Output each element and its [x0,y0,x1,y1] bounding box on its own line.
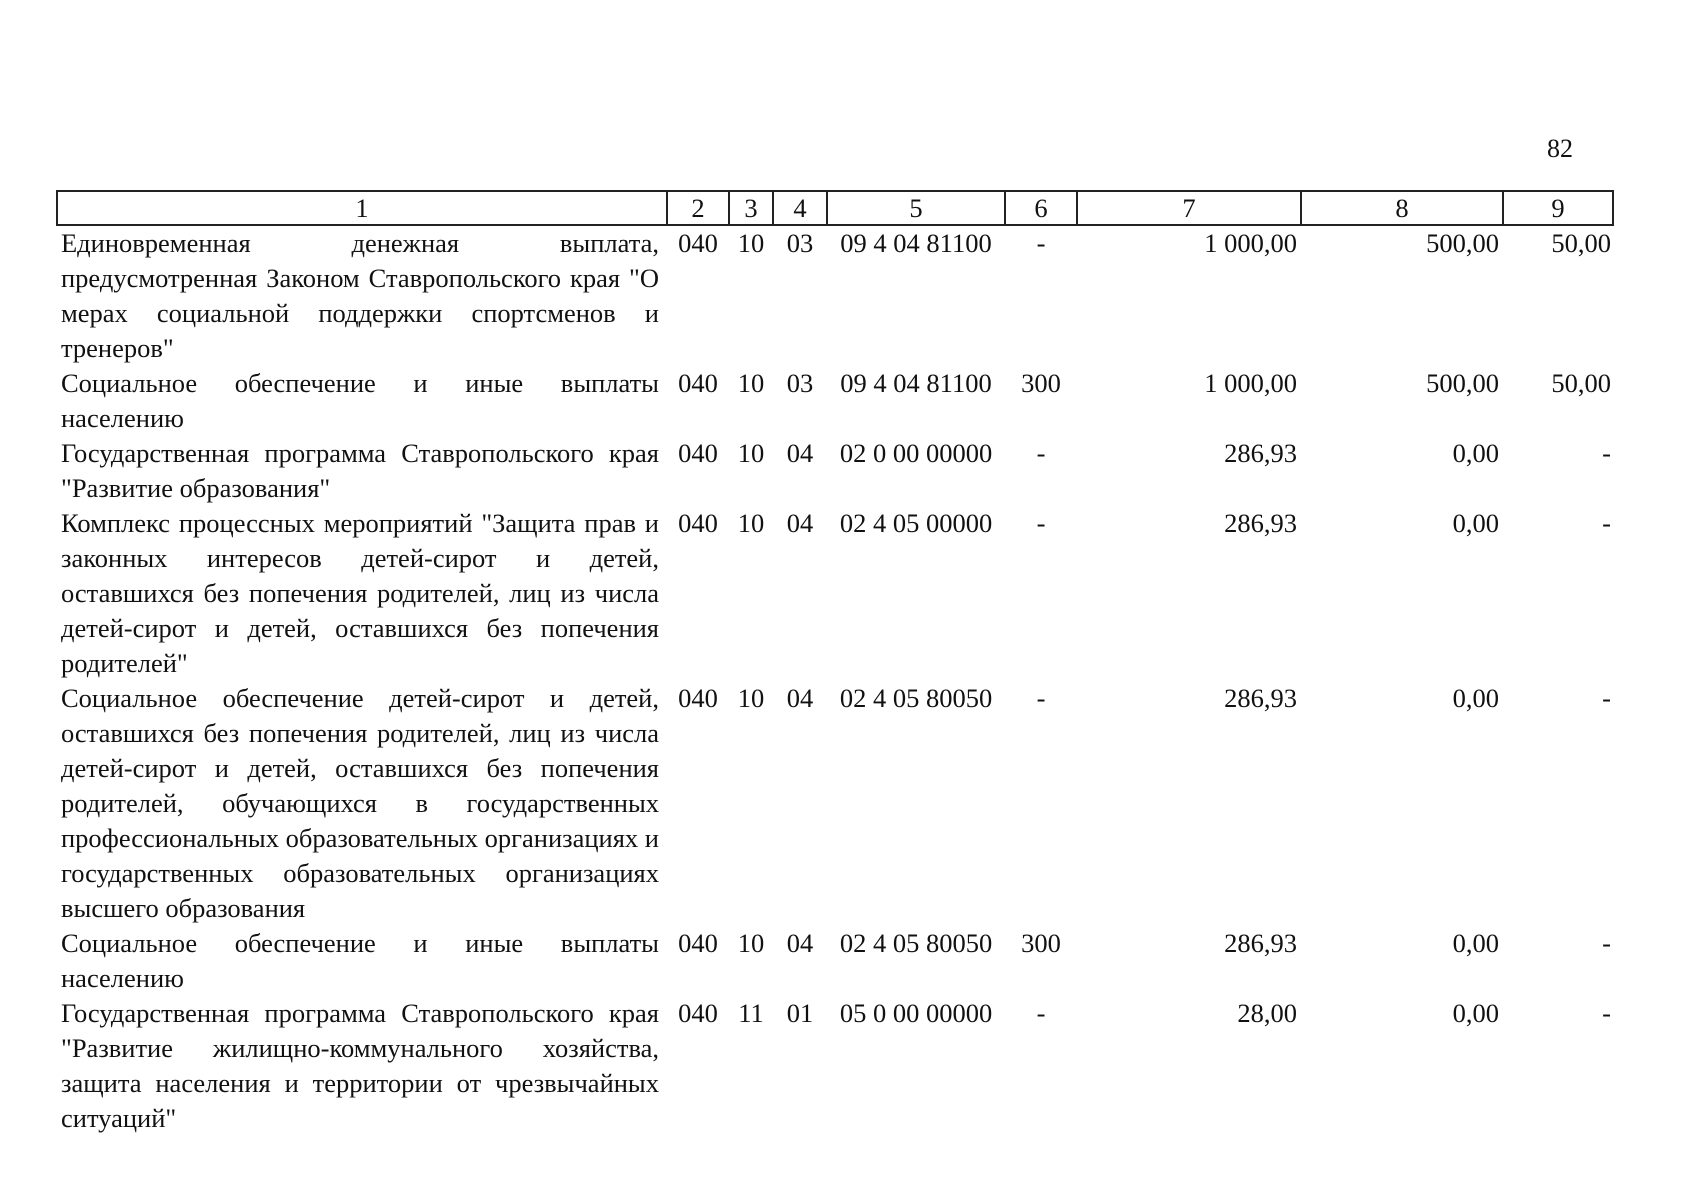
column-header-3: 3 [729,191,773,225]
table-body [57,225,1613,1136]
row-section-code: 11 [738,998,764,1028]
row-subsection-code: 04 [786,438,814,468]
row-ministry-code: 040 [678,438,718,468]
row-amount-7: 286,93 [1224,683,1297,713]
row-amount-7: 286,93 [1224,508,1297,538]
row-amount-8: 0,00 [1452,683,1499,713]
row-section-code: 10 [737,928,765,958]
row-amount-7: 28,00 [1237,998,1297,1028]
row-amount-7: 286,93 [1224,438,1297,468]
budget-table [56,190,1614,1136]
row-ministry-code: 040 [678,368,718,398]
header-row [57,191,1613,225]
column-header-2: 2 [667,191,729,225]
column-header-5: 5 [827,191,1005,225]
column-header-1: 1 [57,191,667,225]
row-amount-7: 1 000,00 [1204,368,1297,398]
row-ministry-code: 040 [678,928,718,958]
row-subsection-code: 04 [786,928,814,958]
row-expense-type: 300 [1021,368,1061,398]
row-expense-type: 300 [1021,928,1061,958]
row-target-code: 02 4 05 00000 [839,508,993,538]
row-amount-9: 50,00 [1551,228,1611,258]
row-subsection-code: 01 [786,998,814,1028]
row-amount-8: 0,00 [1452,928,1499,958]
row-expense-type: - [1036,508,1046,538]
row-target-code: 09 4 04 81100 [840,228,992,258]
row-amount-9: - [1602,438,1611,468]
row-amount-8: 0,00 [1452,438,1499,468]
row-target-code: 05 0 00 00000 [839,998,993,1028]
row-section-code: 10 [737,683,765,713]
column-header-6: 6 [1005,191,1077,225]
table-row [57,366,1613,436]
row-target-code: 02 4 05 80050 [839,683,993,713]
row-name: Социальное обеспечение и иные выплаты населению [61,928,659,993]
row-expense-type: - [1036,438,1046,468]
row-expense-type: - [1036,998,1046,1028]
row-expense-type: - [1036,228,1046,258]
page-number: 82 [1547,134,1573,163]
table-row [57,225,1613,366]
row-subsection-code: 03 [786,228,814,258]
row-section-code: 10 [737,368,765,398]
row-name: Социальное обеспечение детей-сирот и детей, оставшихся без попечения родителей, лиц из числа детей-сирот и детей, оставшихся без попечения родителей, обучающихся в государственных профессиональных образовательных организациях и государственных образовательных организациях высшего образования [61,683,659,923]
row-name: Комплекс процессных мероприятий "Защита прав и законных интересов детей-сирот и детей, оставшихся без попечения родителей, лиц из числа детей-сирот и детей, оставшихся без попечения родителей" [61,508,659,678]
row-name: Государственная программа Ставропольского края "Развитие жилищно-коммунального хозяйства, защита населения и территории от чрезвычайных ситуаций" [61,998,659,1133]
row-name: Государственная программа Ставропольского края "Развитие образования" [61,438,659,503]
table-row [57,926,1613,996]
row-target-code: 09 4 04 81100 [840,368,992,398]
table-row [57,506,1613,681]
row-amount-7: 1 000,00 [1204,228,1297,258]
row-subsection-code: 04 [786,508,814,538]
row-expense-type: - [1036,683,1046,713]
row-section-code: 10 [737,228,765,258]
table-header [57,191,1613,225]
row-section-code: 10 [737,438,765,468]
table-row [57,681,1613,926]
row-amount-8: 500,00 [1426,368,1499,398]
row-name: Социальное обеспечение и иные выплаты населению [61,368,659,433]
row-amount-8: 0,00 [1452,998,1499,1028]
table-row [57,436,1613,506]
row-subsection-code: 03 [786,368,814,398]
row-amount-9: - [1602,508,1611,538]
row-ministry-code: 040 [678,998,718,1028]
row-amount-9: - [1602,683,1611,713]
row-subsection-code: 04 [786,683,814,713]
column-header-8: 8 [1301,191,1503,225]
row-ministry-code: 040 [678,228,718,258]
row-amount-9: - [1602,928,1611,958]
row-amount-8: 0,00 [1452,508,1499,538]
row-ministry-code: 040 [678,683,718,713]
row-amount-9: 50,00 [1551,368,1611,398]
column-header-7: 7 [1077,191,1301,225]
row-target-code: 02 4 05 80050 [839,928,993,958]
row-name: Единовременная денежная выплата, предусмотренная Законом Ставропольского края "О мерах социальной поддержки спортсменов и тренеров" [61,228,659,363]
row-amount-9: - [1602,998,1611,1028]
row-amount-7: 286,93 [1224,928,1297,958]
column-header-9: 9 [1503,191,1613,225]
row-ministry-code: 040 [678,508,718,538]
table-row [57,996,1613,1136]
row-section-code: 10 [737,508,765,538]
column-header-4: 4 [773,191,827,225]
row-target-code: 02 0 00 00000 [839,438,993,468]
row-amount-8: 500,00 [1426,228,1499,258]
